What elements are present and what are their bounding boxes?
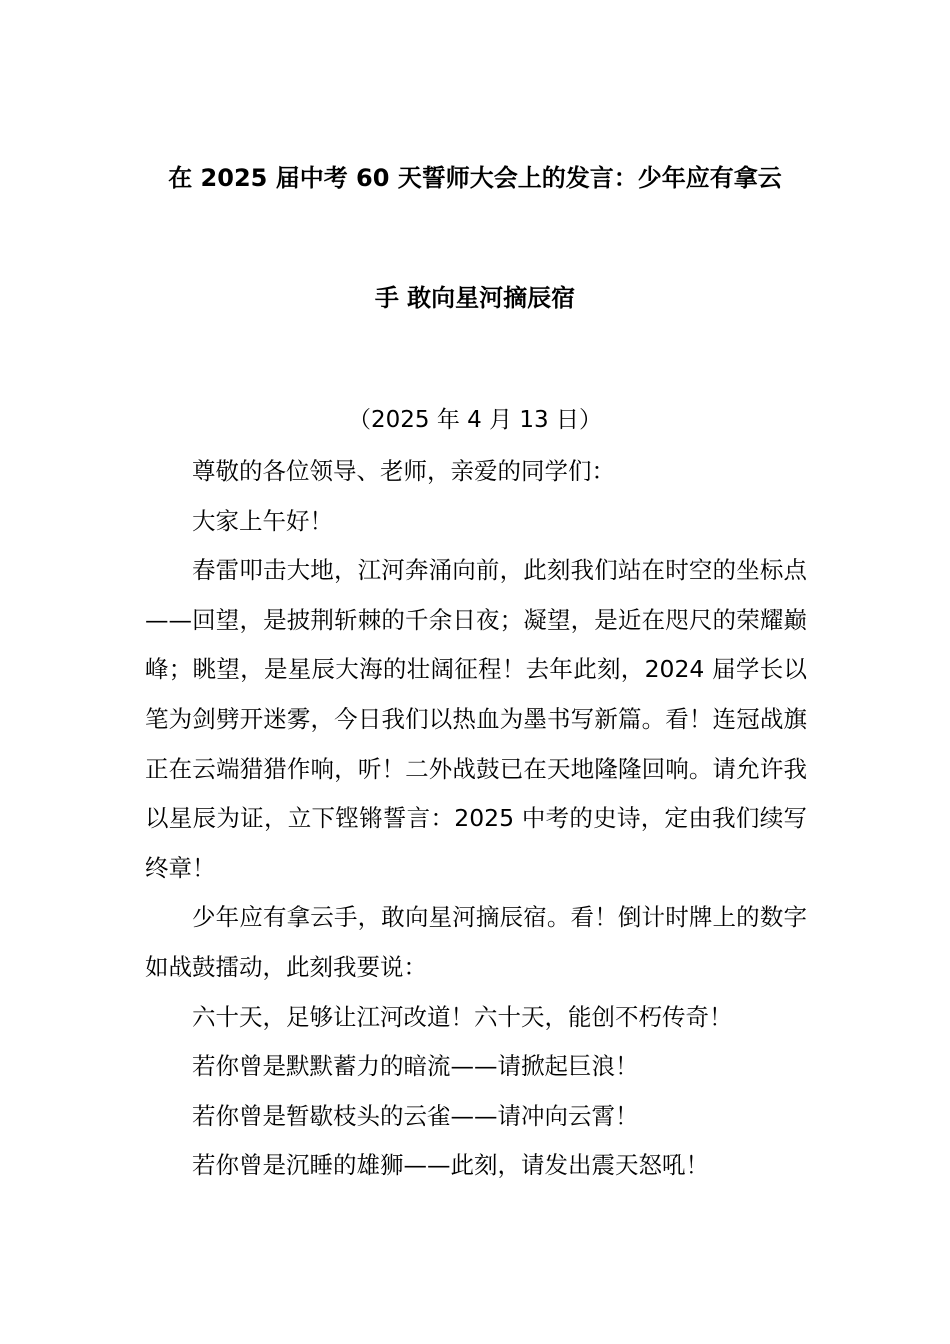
title-line-1: 在 2025 届中考 60 天誓师大会上的发言：少年应有拿云	[168, 164, 782, 192]
speech-body	[145, 447, 807, 1191]
greeting-paragraph: 大家上午好！	[192, 506, 333, 535]
body-paragraph: 六十天，足够让江河改道！六十天，能创不朽传奇！	[192, 1002, 733, 1031]
body-paragraph: 若你曾是默默蓄力的暗流——请掀起巨浪！	[192, 1052, 639, 1081]
body-paragraph: 若你曾是暂歇枝头的云雀——请冲向云霄！	[192, 1101, 639, 1130]
body-paragraph: 少年应有拿云手，敢向星河摘辰宿。看！倒计时牌上的数字如战鼓擂动，此刻我要说：	[145, 903, 807, 981]
salutation-paragraph: 尊敬的各位领导、老师，亲爱的同学们：	[192, 457, 615, 485]
body-paragraph: 若你曾是沉睡的雄狮——此刻，请发出震天怒吼！	[192, 1151, 709, 1180]
opening-paragraph: 春雷叩击大地，江河奔涌向前，此刻我们站在时空的坐标点——回望，是披荆斩棘的千余日夜；凝望，是近在咫尺的荣耀巅峰；眺望，是星辰大海的壮阔征程！去年此刻，2024 届学长以笔为剑劈开迷雾，今日我们以热血为墨书写新篇。看！连冠战旗正在云端猎猎作响，听！二外战鼓已在天地隆隆回响。请允许我以星辰为证，立下铿锵誓言：2025 中考的史诗，定由我们续写终章！	[145, 556, 807, 882]
title-line-2: 手 敢向星河摘辰宿	[374, 284, 576, 312]
speech-date: （2025 年 4 月 13 日）	[348, 407, 602, 433]
